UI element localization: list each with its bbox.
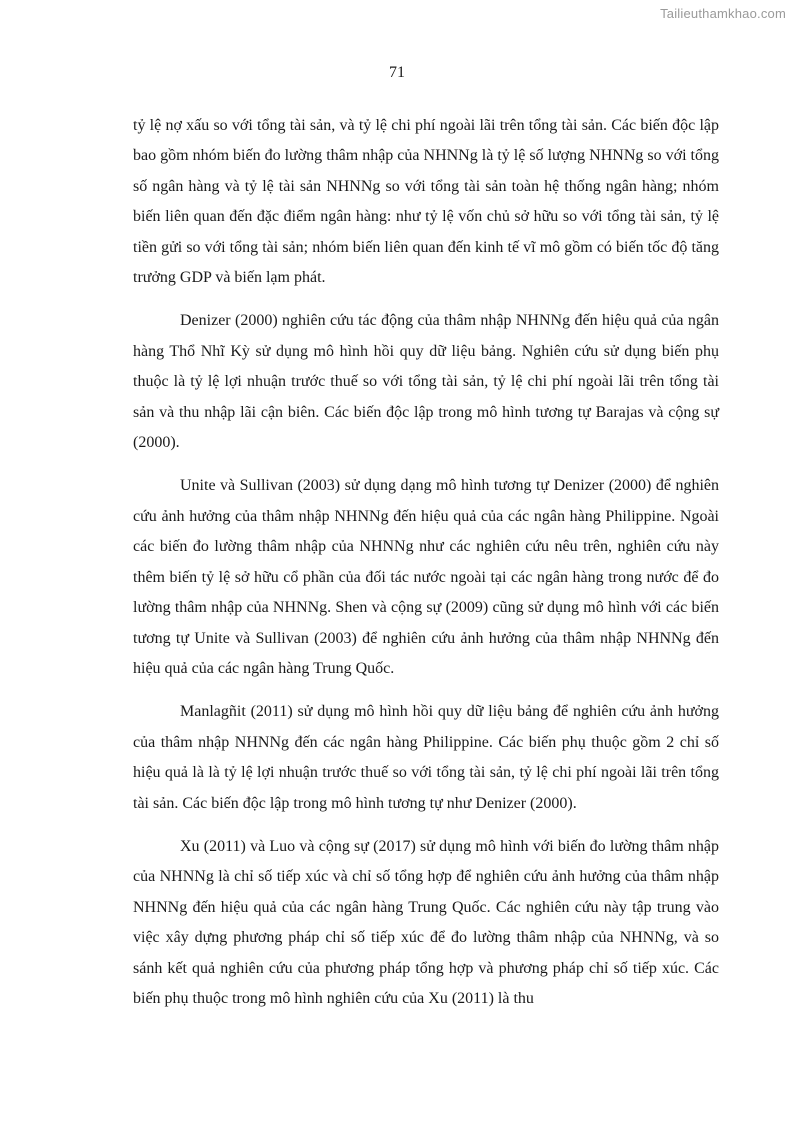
paragraph-unite-sullivan: Unite và Sullivan (2003) sử dụng dạng mô hình tương tự Denizer (2000) để nghiên cứu ảnh hưởng của thâm nhập NHNNg đến hiệu quả của các ngân hàng Philippine. Ngoài các biến đo lường thâm nhập của NHNNg như các nghiên cứu nêu trên, nghiên cứu này thêm biến tỷ lệ sở hữu cổ phần của đối tác nước ngoài tại các ngân hàng trong nước để đo lường thâm nhập của NHNNg. Shen và cộng sự (2009) cũng sử dụng mô hình với các biến tương tự Unite và Sullivan (2003) để nghiên cứu ảnh hưởng của thâm nhập NHNNg đến hiệu quả của các ngân hàng Trung Quốc.	[133, 477, 719, 677]
paragraph-manlagnit: Manlagñit (2011) sử dụng mô hình hồi quy dữ liệu bảng để nghiên cứu ảnh hưởng của thâm nhập NHNNg đến các ngân hàng Philippine. Các biến phụ thuộc gồm 2 chỉ số hiệu quả là là tỷ lệ lợi nhuận trước thuế so với tổng tài sản, tỷ lệ chi phí ngoài lãi trên tổng tài sản. Các biến độc lập trong mô hình tương tự như Denizer (2000).	[133, 703, 719, 812]
document-body	[133, 111, 719, 1027]
page-number: 71	[389, 64, 405, 81]
paragraph-continuation: tỷ lệ nợ xấu so với tổng tài sản, và tỷ lệ chi phí ngoài lãi trên tổng tài sản. Các biến độc lập bao gồm nhóm biến đo lường thâm nhập của NHNNg là tỷ lệ số lượng NHNNg so với tổng số ngân hàng và tỷ lệ tài sản NHNNg so với tổng tài sản toàn hệ thống ngân hàng; nhóm biến liên quan đến đặc điểm ngân hàng: như tỷ lệ vốn chủ sở hữu so với tổng tài sản, tỷ lệ tiền gửi so với tổng tài sản; nhóm biến liên quan đến kinh tế vĩ mô gồm có biến tốc độ tăng trưởng GDP và biến lạm phát.	[133, 117, 719, 287]
paragraph-xu-luo: Xu (2011) và Luo và cộng sự (2017) sử dụng mô hình với biến đo lường thâm nhập của NHNNg là chỉ số tiếp xúc và chỉ số tổng hợp để nghiên cứu ảnh hưởng của thâm nhập NHNNg đến hiệu quả của các ngân hàng Trung Quốc. Các nghiên cứu này tập trung vào việc xây dựng phương pháp chỉ số tiếp xúc để đo lường thâm nhập của NHNNg, và so sánh kết quả nghiên cứu của phương pháp tổng hợp và phương pháp chỉ số tiếp xúc. Các biến phụ thuộc trong mô hình nghiên cứu của Xu (2011) là thu	[133, 837, 719, 1007]
watermark: Tailieuthamkhao.com	[660, 6, 786, 21]
paragraph-denizer: Denizer (2000) nghiên cứu tác động của thâm nhập NHNNg đến hiệu quả của ngân hàng Thổ Nhĩ Kỳ sử dụng mô hình hồi quy dữ liệu bảng. Nghiên cứu sử dụng biến phụ thuộc là tỷ lệ lợi nhuận trước thuế so với tổng tài sản, tỷ lệ chi phí ngoài lãi trên tổng tài sản và thu nhập lãi cận biên. Các biến độc lập trong mô hình tương tự Barajas và cộng sự (2000).	[133, 312, 719, 452]
